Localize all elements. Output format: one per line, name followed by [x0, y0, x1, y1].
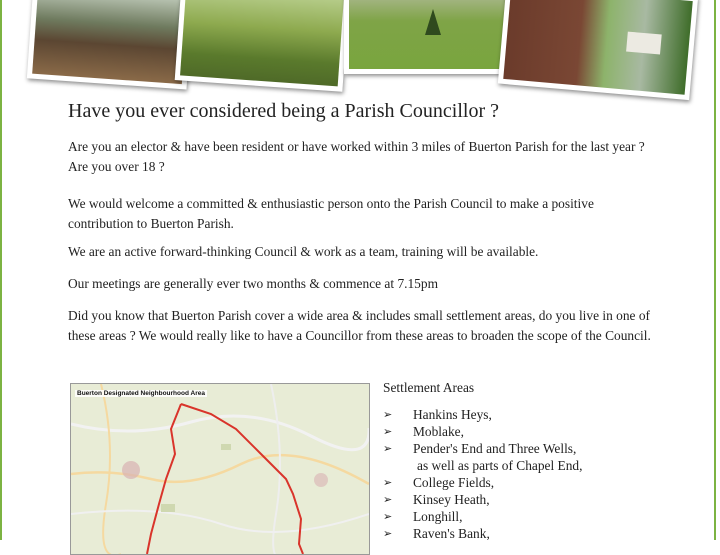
photo-field-hedge: [175, 0, 350, 92]
arrow-bullet-icon: ➢: [383, 527, 393, 540]
paragraph-welcome: We would welcome a committed & enthusiastic person onto the Parish Council to make a positive contribution to Buerton Parish.: [68, 196, 594, 231]
list-item: ➢ Longhill,: [383, 509, 463, 524]
paragraph-eligibility: Are you an elector & have been resident or have worked within 3 miles of Buerton Parish for the last year ? Are you over 18 ?: [68, 139, 645, 174]
list-item: ➢ College Fields,: [383, 475, 495, 490]
arrow-bullet-icon: ➢: [383, 408, 393, 421]
photo-village-lane: [498, 0, 698, 100]
arrow-bullet-icon: ➢: [383, 493, 393, 506]
paragraph-meetings: Our meetings are generally ever two months & commence at 7.15pm: [68, 276, 438, 291]
list-item: ➢ Kinsey Heath,: [383, 492, 490, 507]
arrow-bullet-icon: ➢: [383, 476, 393, 489]
arrow-bullet-icon: ➢: [383, 425, 393, 438]
list-item-continuation: as well as parts of Chapel End,: [417, 458, 583, 473]
settlement-list: [383, 406, 703, 542]
settlement-areas-title: Settlement Areas: [383, 380, 475, 395]
map-title: Buerton Designated Neighbourhood Area: [77, 390, 205, 397]
paragraph-council: We are an active forward-thinking Council & work as a team, training will be available.: [68, 244, 539, 259]
settlement-areas: [383, 378, 703, 542]
list-item: ➢ Raven's Bank,: [383, 526, 490, 541]
photo-village-green: [344, 0, 514, 74]
list-item: ➢ Moblake,: [383, 424, 464, 439]
list-item: ➢ Pender's End and Three Wells,: [383, 441, 577, 456]
arrow-bullet-icon: ➢: [383, 442, 393, 455]
paragraph-settlements: Did you know that Buerton Parish cover a wide area & includes small settlement areas, do you live in one of these areas ? We would really like to have a Councillor from these areas to broaden the scope of the Council.: [68, 308, 651, 343]
page-title: Have you ever considered being a Parish Councillor ?: [68, 100, 499, 122]
arrow-bullet-icon: ➢: [383, 510, 393, 523]
photo-autumn-trees: [27, 0, 193, 89]
list-item: ➢ Hankins Heys,: [383, 407, 492, 422]
neighbourhood-area-map: [70, 383, 370, 555]
